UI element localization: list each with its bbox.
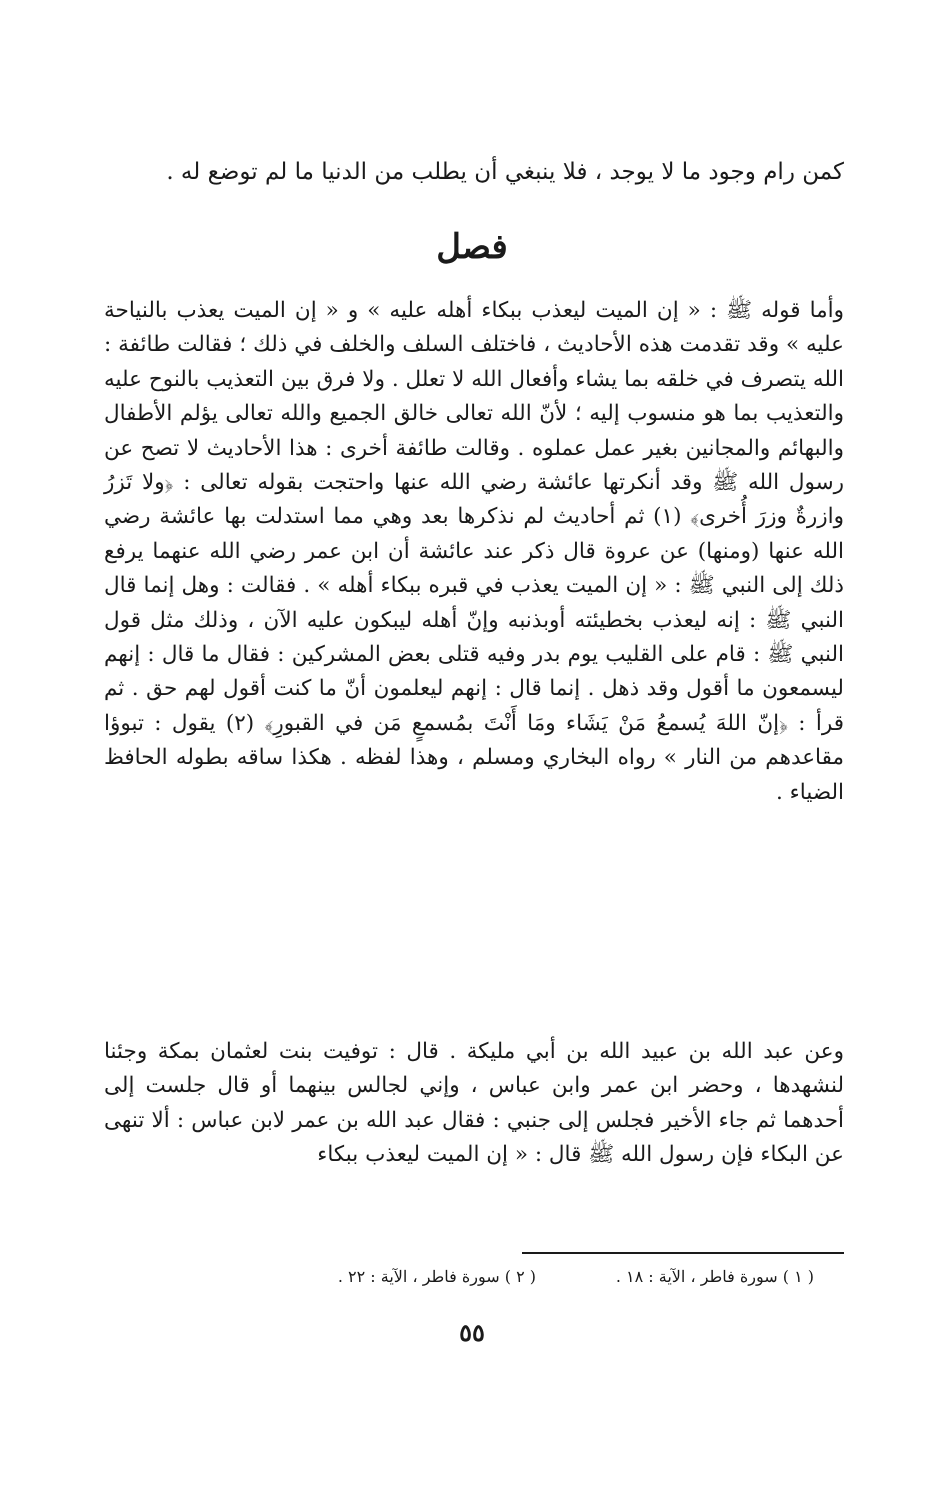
footnote-2: ( ٢ ) سورة فاطر ، الآية : ٢٢ . xyxy=(337,1267,536,1286)
page-number: ٥٥ xyxy=(459,1318,485,1347)
intro-line: كمن رام وجود ما لا يوجد ، فلا ينبغي أن يطلب من الدنيا ما لم توضع له . xyxy=(166,159,844,185)
footnotes xyxy=(244,1262,844,1292)
footnote-divider xyxy=(522,1252,844,1254)
footnote-1: ( ١ ) سورة فاطر ، الآية : ١٨ . xyxy=(615,1267,814,1286)
paragraph-1: وأما قوله ﷺ : « إن الميت ليعذب ببكاء أهله عليه » و « إن الميت يعذب بالنياحة عليه » وقد تقدمت هذه الأحاديث ، فاختلف السلف والخلف في ذلك ؛ فقالت طائفة : الله يتصرف في خلقه بما يشاء وأفعال الله لا تعلل . ولا فرق بين التعذيب بالنوح عليه والتعذيب بما هو منسوب إليه ؛ لأنّ الله تعالى خالق الجميع والله تعالى يؤلم الأطفال والبهائم والمجانين بغير عمل عملوه . وقالت طائفة أخرى : هذا الأحاديث لا تصح عن رسول الله ﷺ وقد أنكرتها عائشة رضي الله عنها واحتجت بقوله تعالى : ﴿ولا تَزرُ وازرةٌ وزرَ أُخرى﴾ (١) ثم أحاديث لم نذكرها بعد وهي مما استدلت بها عائشة رضي الله عنها (ومنها) عن عروة قال ذكر عند عائشة أن ابن عمر رضي الله عنهما يرفع ذلك إلى النبي ﷺ : « إن الميت يعذب في قبره ببكاء أهله » . فقالت : وهل إنما قال النبي ﷺ : إنه ليعذب بخطيئته أوبذنبه وإنّ أهله ليبكون عليه الآن ، وذلك مثل قول النبي ﷺ : قام على القليب يوم بدر وفيه قتلى بعض المشركين : فقال ما قال : إنهم ليسمعون ما أقول وقد ذهل . إنما قال : إنهم ليعلمون أنّ ما كنت أقول لهم حق . ثم قرأ : ﴿إنّ اللهَ يُسمعُ مَنْ يَشَاء ومَا أَنْتَ بمُسمعٍ مَن في القبورِ﴾ (٢) يقول : تبوؤا مقاعدهم من النار » رواه البخاري ومسلم ، وهذا لفظه . هكذا ساقه بطوله الحافظ الضياء . xyxy=(104,298,845,805)
paragraph-2: وعن عبد الله بن عبيد الله بن أبي مليكة . قال : توفيت بنت لعثمان بمكة وجئنا لنشهدها ، وحضر ابن عمر وابن عباس ، وإني لجالس بينهما أو قال جلست إلى أحدهما ثم جاء الأخير فجلس إلى جنبي : فقال عبد الله بن عمر لابن عباس : ألا تنهى عن البكاء فإن رسول الله ﷺ قال : « إن الميت ليعذب ببكاء xyxy=(104,1039,844,1168)
section-title: فصل xyxy=(436,227,508,267)
